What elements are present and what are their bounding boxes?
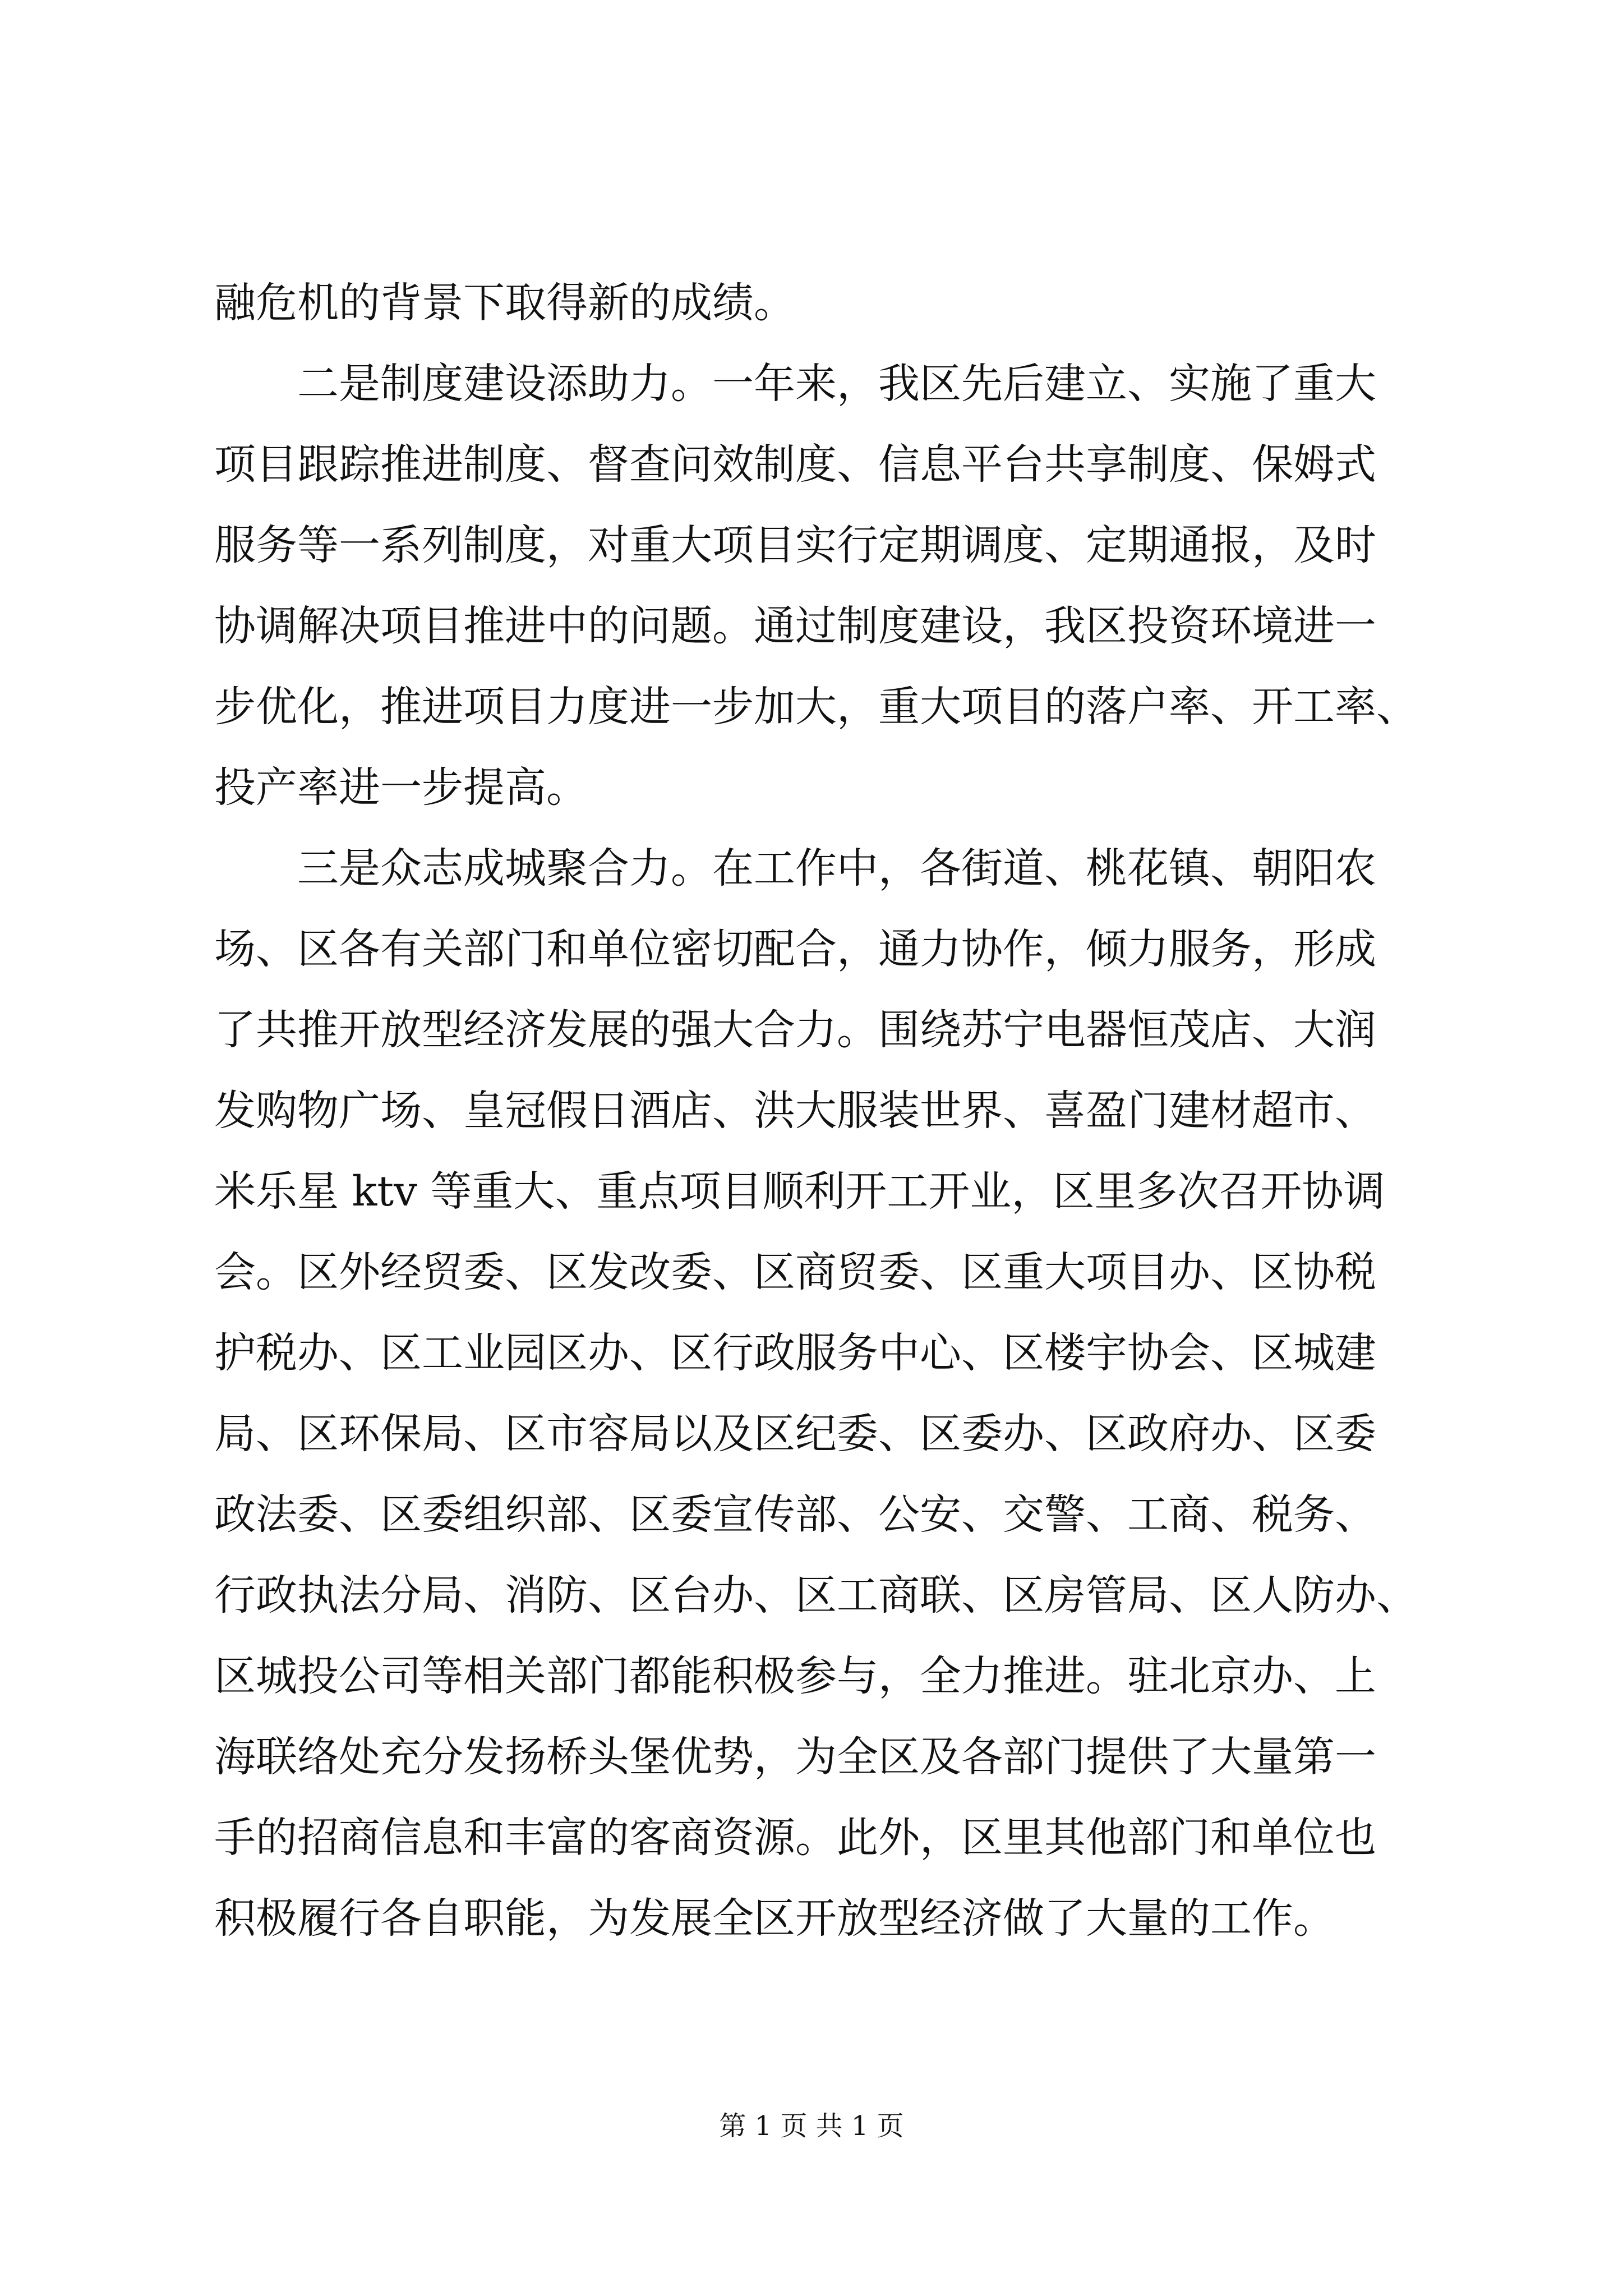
- text-line: 融危机的背景下取得新的成绩。: [214, 279, 795, 327]
- text-line: 局、区环保局、区市容局以及区纪委、区委办、区政府办、区委: [214, 1410, 1376, 1458]
- text-line: 协调解决项目推进中的问题。通过制度建设，我区投资环境进一: [214, 602, 1376, 650]
- page-number-footer: 第 1 页 共 1 页: [719, 2110, 904, 2142]
- text-line: 护税办、区工业园区办、区行政服务中心、区楼宇协会、区城建: [214, 1329, 1376, 1377]
- text-line: 项目跟踪推进制度、督查问效制度、信息平台共享制度、保姆式: [214, 440, 1376, 489]
- text-line: 区城投公司等相关部门都能积极参与，全力推进。驻北京办、上: [214, 1652, 1376, 1700]
- text-line: 发购物广场、皇冠假日酒店、洪大服装世界、喜盈门建材超市、: [214, 1087, 1376, 1135]
- text-line: 政法委、区委组织部、区委宣传部、公安、交警、工商、税务、: [214, 1490, 1376, 1539]
- text-line: 米乐星 ktv 等重大、重点项目顺利开工开业，区里多次召开协调: [214, 1167, 1385, 1216]
- text-line: 海联络处充分发扬桥头堡优势，为全区及各部门提供了大量第一: [214, 1733, 1376, 1781]
- text-line: 行政执法分局、消防、区台办、区工商联、区房管局、区人防办、: [214, 1571, 1418, 1619]
- text-line: 手的招商信息和丰富的客商资源。此外，区里其他部门和单位也: [214, 1814, 1376, 1862]
- text-line: 会。区外经贸委、区发改委、区商贸委、区重大项目办、区协税: [214, 1248, 1376, 1296]
- text-line: 了共推开放型经济发展的强大合力。围绕苏宁电器恒茂店、大润: [214, 1006, 1376, 1054]
- paragraph-start-line: 三是众志成城聚合力。在工作中，各街道、桃花镇、朝阳农: [297, 844, 1376, 892]
- text-line: 场、区各有关部门和单位密切配合，通力协作，倾力服务，形成: [214, 925, 1376, 973]
- paragraph-start-line: 二是制度建设添助力。一年来，我区先后建立、实施了重大: [297, 360, 1376, 408]
- text-line: 步优化，推进项目力度进一步加大，重大项目的落户率、开工率、: [214, 683, 1418, 731]
- body-text: [214, 263, 1426, 1959]
- text-line: 积极履行各自职能，为发展全区开放型经济做了大量的工作。: [214, 1894, 1335, 1943]
- text-line: 投产率进一步提高。: [214, 763, 588, 812]
- text-line: 服务等一系列制度，对重大项目实行定期调度、定期通报，及时: [214, 521, 1376, 569]
